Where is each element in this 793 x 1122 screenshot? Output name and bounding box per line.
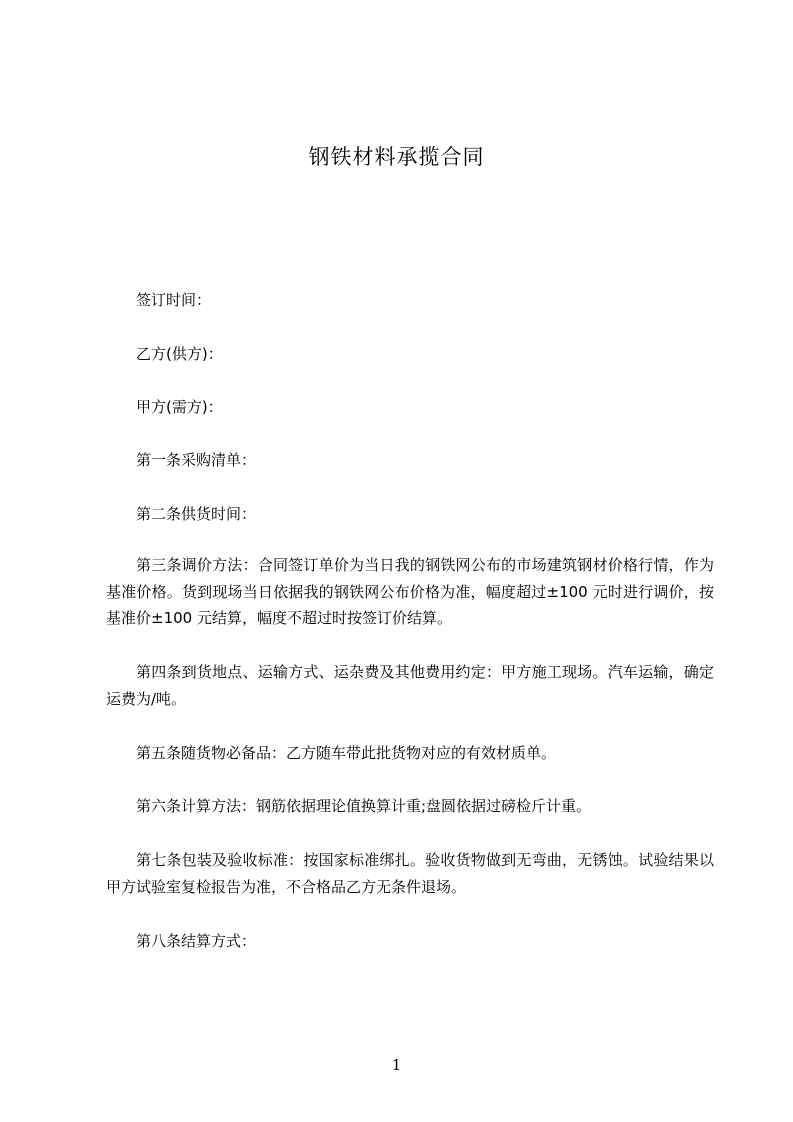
paragraph-article-3: 第三条调价方法：合同签订单价为当日我的钢铁网公布的市场建筑钢材价格行情，作为基准价格。货到现场当日依据我的钢铁网公布价格为准，幅度超过±100 元时进行调价，按基准价±100 元结算，幅度不超过时按签订价结算。 [106,556,714,627]
paragraph-article-5: 第五条随货物必备品：乙方随车带此批货物对应的有效材质单。 [136,744,557,762]
paragraph-signing-date: 签订时间： [136,291,212,309]
document-title: 钢铁材料承揽合同 [308,145,485,169]
paragraph-party-a: 甲方(需方)： [136,398,223,416]
paragraph-article-8: 第八条结算方式： [136,932,257,950]
paragraph-article-4: 第四条到货地点、运输方式、运杂费及其他费用约定：甲方施工现场。汽车运输，确定运费为/吨。 [106,663,714,708]
paragraph-article-6: 第六条计算方法：钢筋依据理论值换算计重;盘圆依据过磅检斤计重。 [136,797,592,815]
paragraph-article-2: 第二条供货时间： [136,505,257,523]
paragraph-article-7: 第七条包装及验收标准：按国家标准绑扎。验收货物做到无弯曲，无锈蚀。试验结果以甲方试验室复检报告为准，不合格品乙方无条件退场。 [106,851,714,896]
page-number: 1 [391,1056,402,1074]
paragraph-article-1: 第一条采购清单： [136,451,257,469]
paragraph-party-b: 乙方(供方)： [136,345,223,363]
